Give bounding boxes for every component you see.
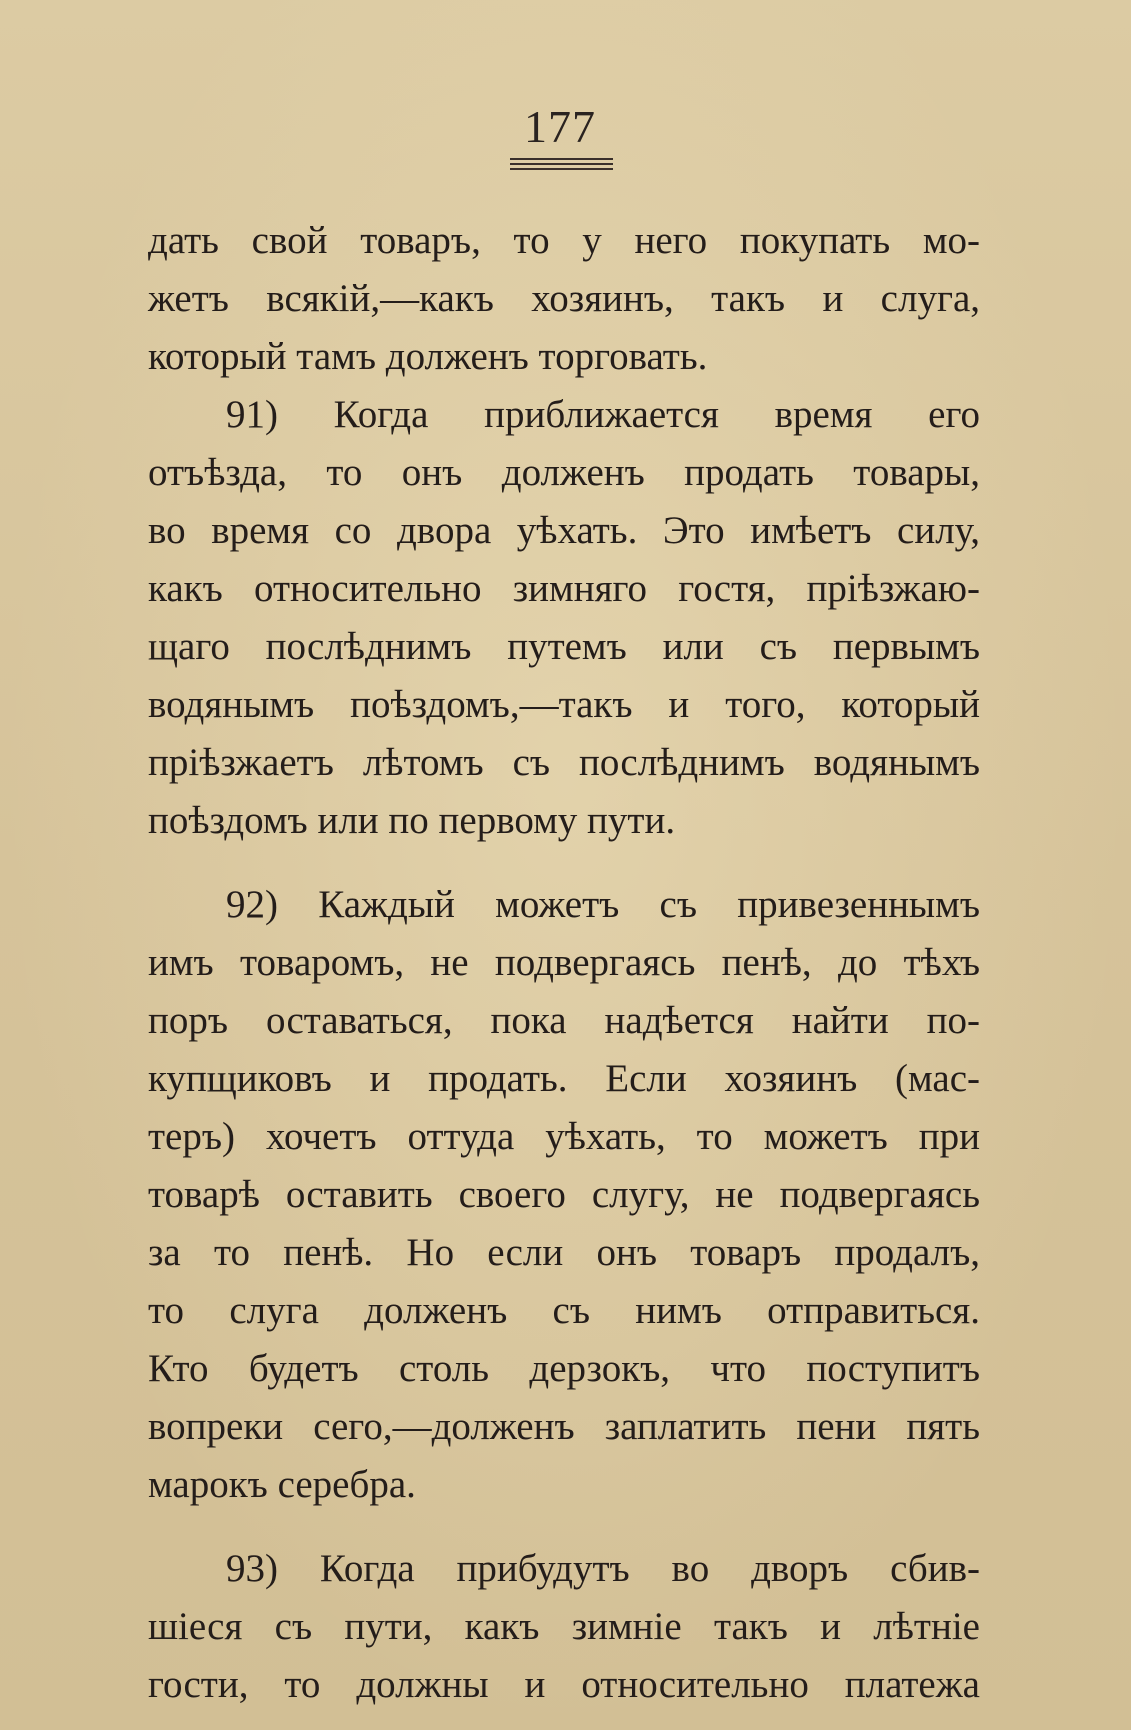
body-text — [148, 212, 980, 1714]
paragraph-91-start: 91) Когда приближается время его — [226, 393, 980, 436]
text-line: гости, то должны и относительно платежа — [148, 1663, 980, 1706]
paragraph-gap — [148, 1514, 980, 1540]
text-line: поръ оставаться, пока надѣется найти по- — [148, 999, 980, 1042]
text-line: марокъ серебра. — [148, 1463, 416, 1506]
text-line: вопреки сего,—долженъ заплатить пени пять — [148, 1405, 980, 1448]
text-line: за то пенѣ. Но если онъ товаръ продалъ, — [148, 1231, 980, 1274]
text-line: дать свой товаръ, то у него покупать мо- — [148, 219, 980, 262]
text-line: имъ товаромъ, не подвергаясь пенѣ, до тѣхъ — [148, 941, 980, 984]
text-line: теръ) хочетъ оттуда уѣхать, то можетъ при — [148, 1115, 980, 1158]
paragraph-92-start: 92) Каждый можетъ съ привезеннымъ — [226, 883, 980, 926]
paragraph-gap — [148, 850, 980, 876]
paragraph-93-start: 93) Когда прибудутъ во дворъ сбив- — [226, 1547, 980, 1590]
text-line: во время со двора уѣхать. Это имѣетъ силу, — [148, 509, 980, 552]
text-line: шіеся съ пути, какъ зимніе такъ и лѣтніе — [148, 1605, 980, 1648]
text-line: водянымъ поѣздомъ,—такъ и того, который — [148, 683, 980, 726]
text-line: то слуга долженъ съ нимъ отправиться. — [148, 1289, 980, 1332]
text-line: жетъ всякій,—какъ хозяинъ, такъ и слуга, — [148, 277, 980, 320]
text-line: купщиковъ и продать. Если хозяинъ (мас- — [148, 1057, 980, 1100]
text-line: щаго послѣднимъ путемъ или съ первымъ — [148, 625, 980, 668]
text-line: товарѣ оставить своего слугу, не подвергаясь — [148, 1173, 980, 1216]
text-line: который тамъ долженъ торговать. — [148, 335, 708, 378]
double-rule-line — [510, 158, 613, 160]
text-line: какъ относительно зимняго гостя, пріѣзжаю- — [148, 567, 980, 610]
text-line: отъѣзда, то онъ долженъ продать товары, — [148, 451, 980, 494]
double-rule-line — [510, 168, 613, 170]
page-number: 177 — [524, 101, 596, 152]
text-line: Кто будетъ столь дерзокъ, что поступитъ — [148, 1347, 980, 1390]
text-line: пріѣзжаетъ лѣтомъ съ послѣднимъ водянымъ — [148, 741, 980, 784]
text-line: поѣздомъ или по первому пути. — [148, 799, 676, 842]
double-rule-line — [510, 163, 613, 165]
